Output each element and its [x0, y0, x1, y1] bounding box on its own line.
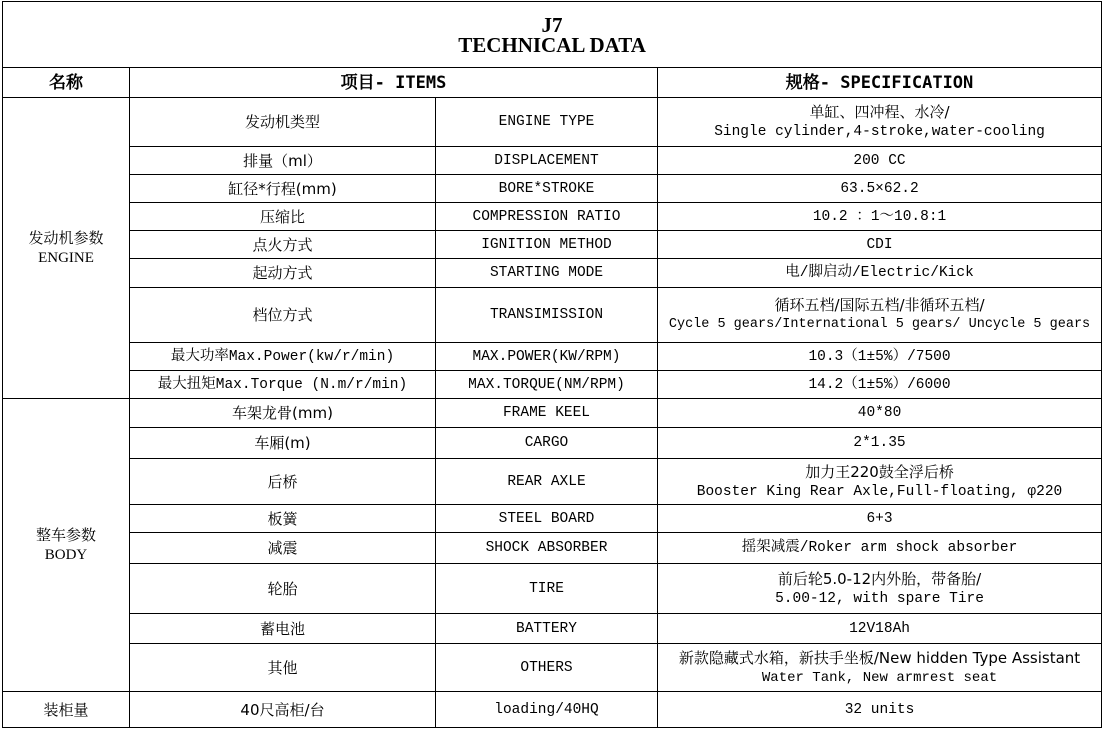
item-en: BORE*STROKE: [436, 175, 658, 203]
spec-value: 摇架减震/Roker arm shock absorber: [658, 533, 1102, 564]
item-zh: 板簧: [130, 505, 436, 533]
item-en: CARGO: [436, 428, 658, 459]
item-zh: 最大功率Max.Power(kw/r/min): [130, 343, 436, 371]
item-en: STEEL BOARD: [436, 505, 658, 533]
group-engine-en: ENGINE: [38, 250, 94, 266]
table-row: [3, 614, 1102, 644]
spec-line-2: Booster King Rear Axle,Full-floating, φ220: [696, 483, 1063, 500]
spec-value: [658, 98, 1102, 147]
item-en: TRANSIMISSION: [436, 288, 658, 343]
group-engine-zh: 发动机参数: [28, 229, 104, 247]
spec-line-1: 加力王220鼓全浮后桥: [805, 462, 954, 481]
spec-line-2: Single cylinder,4-stroke,water-cooling: [714, 124, 1045, 140]
item-zh: 最大扭矩Max.Torque (N.m/r/min): [130, 371, 436, 399]
spec-line-2: 5.00-12, with spare Tire: [775, 590, 984, 607]
table-row: [3, 564, 1102, 614]
item-en: STARTING MODE: [436, 259, 658, 288]
table-row: [3, 98, 1102, 147]
item-zh: 减震: [130, 533, 436, 564]
item-en: MAX.TORQUE(NM/RPM): [436, 371, 658, 399]
table-row: [3, 459, 1102, 505]
table-row: [3, 259, 1102, 288]
table-row: [3, 428, 1102, 459]
spec-value: 14.2（1±5%）/6000: [658, 371, 1102, 399]
spec-value: 6+3: [658, 505, 1102, 533]
table-row: [3, 288, 1102, 343]
table-row: [3, 371, 1102, 399]
header-row: [3, 68, 1102, 98]
spec-value: 32 units: [658, 692, 1102, 728]
item-en: REAR AXLE: [436, 459, 658, 505]
item-zh: 后桥: [130, 459, 436, 505]
group-engine: [3, 98, 130, 399]
table-title: [3, 2, 1102, 68]
spec-line-2: Cycle 5 gears/International 5 gears/ Uncycle 5 gears: [668, 317, 1091, 332]
spec-line-1: 循环五档/国际五档/非循环五档/: [774, 296, 985, 314]
item-zh: 缸径*行程(mm): [130, 175, 436, 203]
table-row: [3, 147, 1102, 175]
item-zh: 蓄电池: [130, 614, 436, 644]
group-container: 装柜量: [3, 692, 130, 728]
spec-value: 电/脚启动/Electric/Kick: [658, 259, 1102, 288]
title-row: [3, 2, 1102, 68]
item-zh: 车架龙骨(mm): [130, 399, 436, 428]
spec-value: [658, 459, 1102, 505]
group-body-zh: 整车参数: [35, 526, 96, 544]
item-en: DISPLACEMENT: [436, 147, 658, 175]
item-zh: 起动方式: [130, 259, 436, 288]
spec-value: [658, 564, 1102, 614]
spec-value: CDI: [658, 231, 1102, 259]
header-name: 名称: [3, 68, 130, 98]
item-zh: 40尺高柜/台: [130, 692, 436, 728]
spec-line-1: 前后轮5.0-12内外胎，带备胎/: [777, 569, 982, 588]
header-items: 项目- ITEMS: [130, 68, 658, 98]
item-en: MAX.POWER(KW/RPM): [436, 343, 658, 371]
item-en: SHOCK ABSORBER: [436, 533, 658, 564]
table-row: [3, 644, 1102, 692]
table-row: [3, 231, 1102, 259]
spec-value: 200 CC: [658, 147, 1102, 175]
spec-value: 10.2 ：1～10.8:1: [658, 203, 1102, 231]
item-en: COMPRESSION RATIO: [436, 203, 658, 231]
item-zh: 车厢(m): [130, 428, 436, 459]
item-en: FRAME KEEL: [436, 399, 658, 428]
item-en: TIRE: [436, 564, 658, 614]
table-row: [3, 505, 1102, 533]
table-row: [3, 533, 1102, 564]
spec-value: 2*1.35: [658, 428, 1102, 459]
document-title: TECHNICAL DATA: [458, 32, 646, 57]
spec-line-1: 新款隐藏式水箱，新扶手坐板/New hidden Type Assistant: [678, 648, 1081, 667]
table-row: [3, 203, 1102, 231]
item-en: BATTERY: [436, 614, 658, 644]
spec-value: [658, 644, 1102, 692]
item-zh: 其他: [130, 644, 436, 692]
table-row: [3, 399, 1102, 428]
table-row: [3, 343, 1102, 371]
table-row: [3, 692, 1102, 728]
item-zh: 发动机类型: [130, 98, 436, 147]
model-name: J7: [541, 12, 563, 37]
item-zh: 压缩比: [130, 203, 436, 231]
item-zh: 点火方式: [130, 231, 436, 259]
spec-line-1: 单缸、四冲程、水冷/: [809, 103, 950, 121]
spec-value: 40*80: [658, 399, 1102, 428]
item-zh: 轮胎: [130, 564, 436, 614]
spec-value: 63.5×62.2: [658, 175, 1102, 203]
spec-value: 12V18Ah: [658, 614, 1102, 644]
spec-value: 10.3（1±5%）/7500: [658, 343, 1102, 371]
spec-value: [658, 288, 1102, 343]
item-en: ENGINE TYPE: [436, 98, 658, 147]
item-en: loading/40HQ: [436, 692, 658, 728]
table-row: [3, 175, 1102, 203]
item-en: IGNITION METHOD: [436, 231, 658, 259]
group-body-en: BODY: [44, 547, 88, 563]
item-zh: 排量（ml）: [130, 147, 436, 175]
technical-data-table: [2, 1, 1102, 728]
spec-line-2: Water Tank, New armrest seat: [761, 669, 998, 686]
item-en: OTHERS: [436, 644, 658, 692]
item-zh: 档位方式: [130, 288, 436, 343]
header-specification: 规格- SPECIFICATION: [658, 68, 1102, 98]
group-body: [3, 399, 130, 692]
